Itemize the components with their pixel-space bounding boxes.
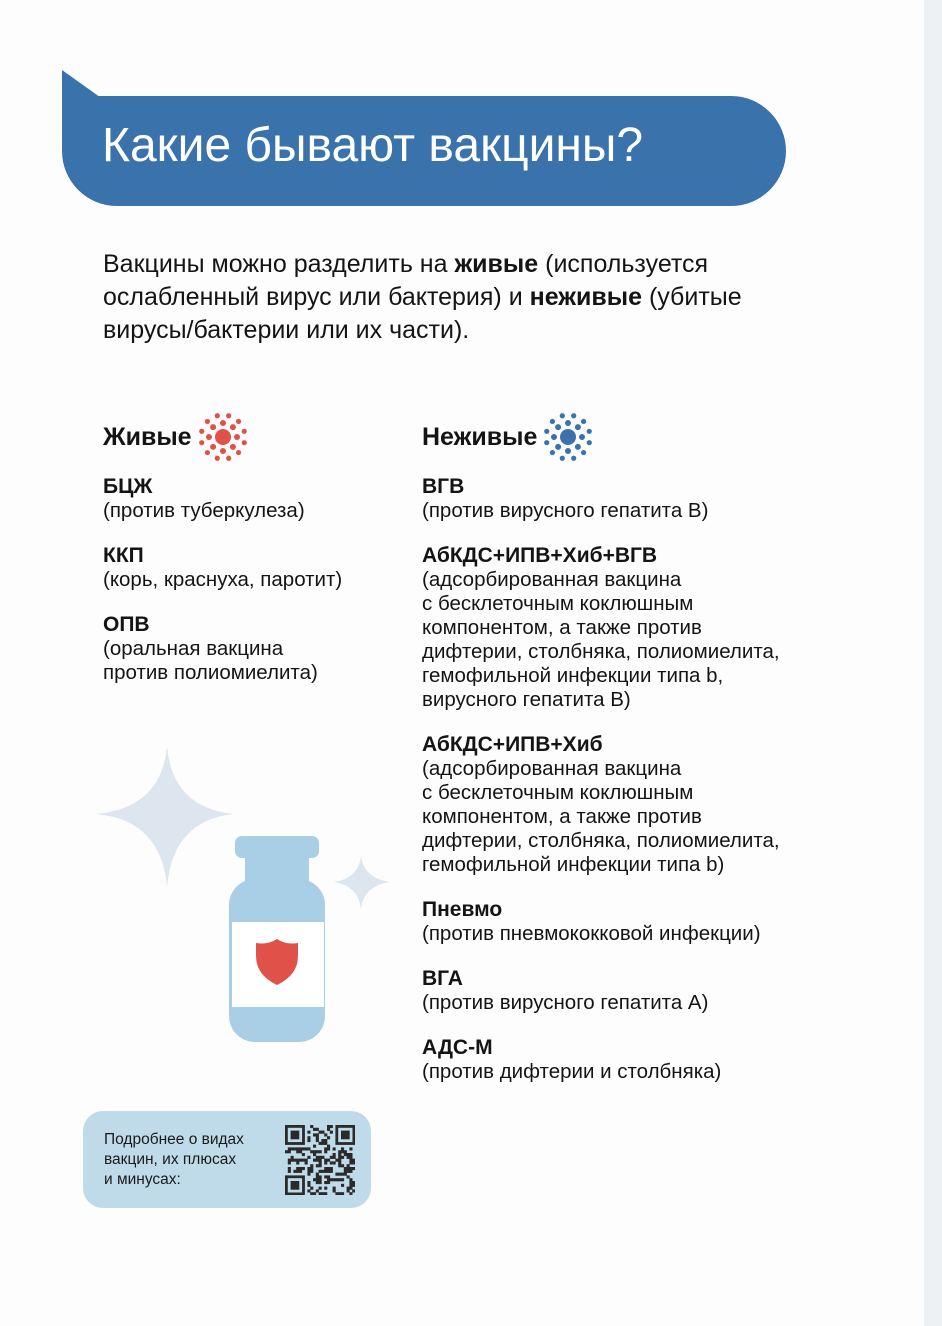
virus-icon [541,410,595,464]
vaccine-name: ВГВ [422,475,465,498]
vaccine-description: (против вирусного гепатита А) [422,991,709,1014]
more-info-card [83,1111,371,1208]
vaccine-name: БЦЖ [103,475,153,498]
page-edge [924,0,942,1326]
vaccine-item [422,543,902,712]
vaccine-vial-illustration [94,745,404,1050]
inactive-vaccine-list [422,474,902,1104]
vaccine-item [103,612,403,685]
page-title: Какие бывают вакцины? [102,119,644,172]
vaccine-item [103,543,403,592]
vaccine-description: (против пневмококковой инфекции) [422,922,761,945]
vaccine-description: (против дифтерии и столбняка) [422,1060,722,1083]
inactive-heading: Неживые [422,422,538,451]
intro-live-word: живые [454,250,539,278]
inactive-heading-row [422,410,595,464]
sparkle-large-icon [96,747,234,887]
vaccine-name: АДС-М [422,1036,493,1059]
vaccine-name: ККП [103,544,144,567]
vaccine-description: (адсорбированная вакцина с бесклеточным коклюшным компонентом, а также против дифтерии, столбняка, полиомиелита, гемофильной инфекции типа b) [422,757,780,876]
vaccine-name: ВГА [422,967,463,990]
vaccine-item [422,732,902,877]
vaccine-name: ОПВ [103,613,150,636]
sparkle-small-icon [334,855,390,910]
vaccine-description: (против вирусного гепатита В) [422,499,709,522]
vaccine-name: Пневмо [422,898,503,921]
vaccine-description: (корь, краснуха, паротит) [103,568,343,591]
virus-icon [196,410,250,464]
live-vaccine-list [103,474,403,705]
intro-text-3: (убитые вирусы/бактерии или их части). [103,283,742,344]
qr-code-icon[interactable] [285,1125,355,1195]
intro-paragraph [103,248,823,347]
live-heading: Живые [103,422,192,451]
vial-cap [235,836,319,858]
vaccine-description: (против туберкулеза) [103,499,305,522]
intro-text-2: (используется ослабленный вирус или бактерия) и [103,250,709,311]
vaccine-name: АбКДС+ИПВ+Хиб [422,733,603,756]
title-banner [62,96,786,206]
more-info-text: Подробнее о видах вакцин, их плюсах и минусах: [104,1131,244,1188]
intro-text-1: Вакцины можно разделить на [103,250,455,278]
vaccine-item [422,897,902,946]
vaccine-description: (адсорбированная вакцина с бесклеточным коклюшным компонентом, а также против дифтерии, столбняка, полиомиелита, гемофильной инфекции типа b, вирусного гепатита В) [422,568,780,711]
vaccine-item [422,474,902,523]
vaccine-name: АбКДС+ИПВ+Хиб+ВГВ [422,544,658,567]
intro-inactive-word: неживые [529,283,642,311]
vaccine-description: (оральная вакцина против полиомиелита) [103,637,318,684]
vaccine-item [422,966,902,1015]
vaccine-item [422,1035,902,1084]
vaccine-item [103,474,403,523]
live-heading-row [103,410,250,464]
